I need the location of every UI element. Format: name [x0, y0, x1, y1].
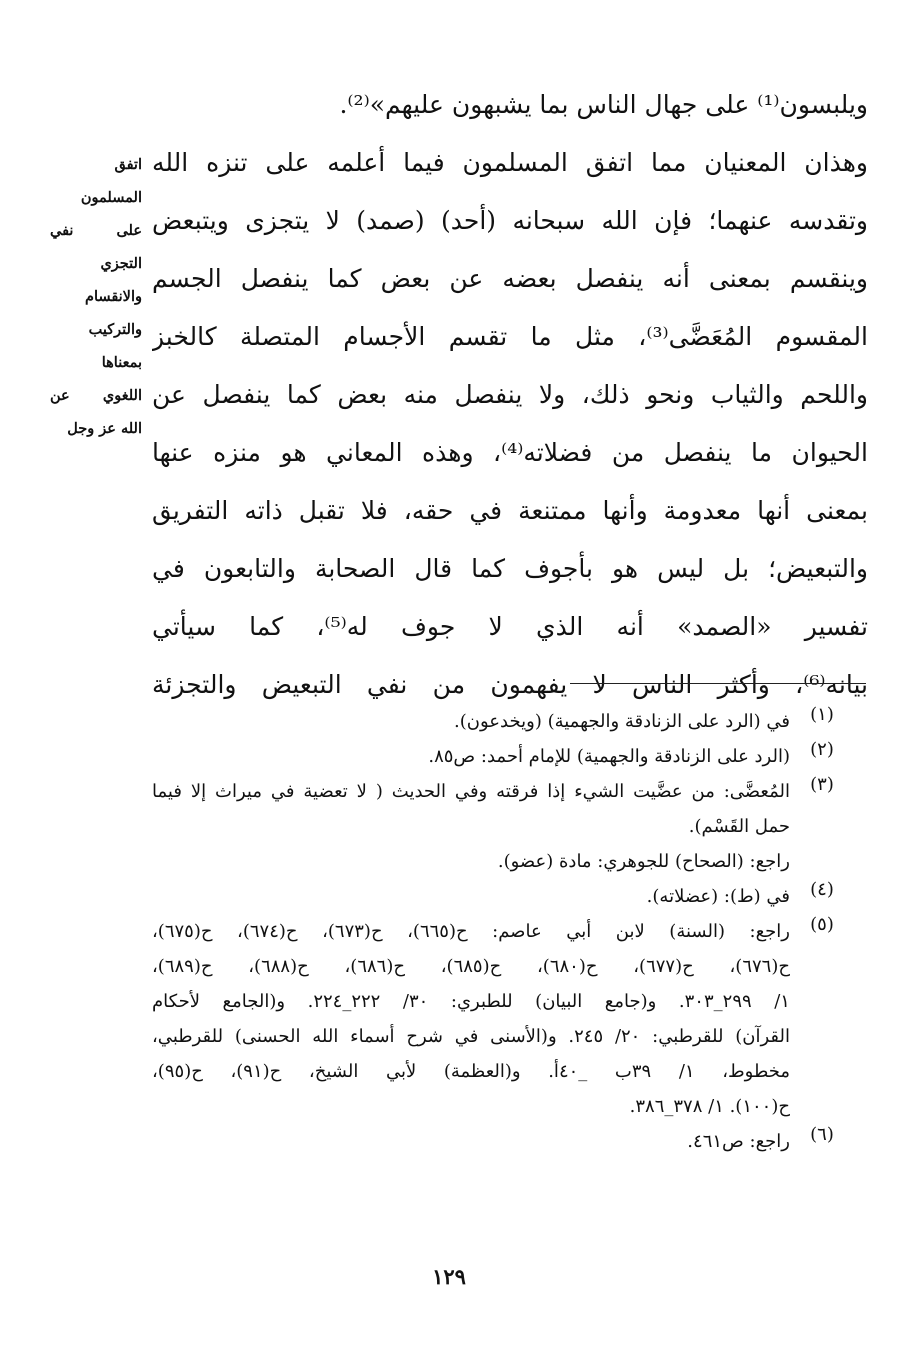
footnote-3 [152, 774, 832, 879]
footnote-separator [570, 683, 866, 684]
footnote-number: (٤) [810, 879, 834, 900]
margin-note-line: الله عز وجل [67, 420, 142, 437]
footnotes [152, 704, 832, 1159]
margin-note-line: اللغوي عن [50, 387, 142, 404]
main-text-line: وتقدسه عنهما؛ فإن الله سبحانه (أحد) (صمد) لا يتجزى ويتبعض [152, 206, 868, 235]
main-text-line: والتبعيض؛ بل ليس هو بأجوف كما قال الصحابة والتابعون في [152, 554, 868, 583]
main-text-line: الحيوان ما ينفصل من فضلاته⁽⁴⁾، وهذه المعاني هو منزه عنها [152, 438, 868, 467]
footnote-line: (الرد على الزنادقة والجهمية) للإمام أحمد: ص٨٥. [428, 746, 790, 767]
footnote-line: ح(٦٧٦)، ح(٦٧٧)، ح(٦٨٠)، ح(٦٨٥)، ح(٦٨٦)، ح(٦٨٨)، ح(٦٨٩)، [152, 956, 791, 977]
footnote-number: (٣) [810, 774, 834, 795]
main-text-line: المقسوم المُعَضَّى⁽³⁾، مثل ما تقسم الأجسام المتصلة كالخبز [152, 322, 868, 351]
footnote-line: في (الرد على الزنادقة والجهمية) (ويخدعون). [454, 711, 790, 732]
footnote-line: المُعضَّى: من عضَّيت الشيء إذا فرقته وفي الحديث ( لا تعضية في ميراث إلا فيما [152, 781, 790, 802]
main-text-line: واللحم والثياب ونحو ذلك، ولا ينفصل منه بعض كما ينفصل عن [152, 380, 868, 409]
main-text-line: تفسير «الصمد» أنه الذي لا جوف له⁽⁵⁾، كما سيأتي [152, 612, 868, 641]
page-number: ١٢٩ [432, 1264, 466, 1289]
footnote-1 [152, 704, 832, 739]
margin-note-line: والانقسام [84, 288, 142, 305]
footnote-number: (٥) [810, 914, 834, 935]
footnote-line: القرآن) للقرطبي: ٢٠/ ٢٤٥. و(الأسنى في شرح أسماء الله الحسنى) للقرطبي، [152, 1026, 790, 1047]
main-text-line: وهذان المعنيان مما اتفق المسلمون فيما أعلمه على تنزه الله [152, 148, 868, 177]
footnote-line: راجع: (الصحاح) للجوهري: مادة (عضو). [497, 851, 790, 872]
main-text-line: بيانه⁽⁶⁾، وأكثر الناس لا يفهمون من نفي التبعيض والتجزئة [152, 670, 868, 699]
footnote-line: راجع: (السنة) لابن أبي عاصم: ح(٦٦٥)، ح(٦٧٣)، ح(٦٧٤)، ح(٦٧٥)، [152, 921, 790, 942]
margin-note [50, 148, 142, 445]
margin-note-line: المسلمون [80, 189, 142, 206]
footnote-line: في (ط): (عضلاته). [646, 886, 790, 907]
footnote-line: ١/ ٢٩٩_٣٠٣. و(جامع البيان) للطبري: ٣٠/ ٢٢٢_٢٢٤. و(الجامع لأحكام [152, 991, 790, 1012]
main-text [152, 76, 868, 714]
footnote-6 [152, 1124, 832, 1159]
footnote-4 [152, 879, 832, 914]
footnote-5 [152, 914, 832, 1124]
margin-note-line: بمعناها [101, 354, 142, 371]
margin-note-line: والتركيب [88, 321, 142, 338]
footnote-number: (١) [810, 704, 834, 725]
footnote-line: مخطوط، ١/ ٣٩ب _٤٠أ. و(العظمة) لأبي الشيخ، ح(٩١)، ح(٩٥)، [152, 1061, 790, 1082]
main-text-line: ويلبسون⁽¹⁾ على جهال الناس بما يشبهون عليهم»⁽²⁾. [339, 90, 868, 119]
margin-note-line: على نفي [50, 222, 142, 239]
main-text-line: وينقسم بمعنى أنه ينفصل بعضه عن بعض كما ينفصل الجسم [152, 264, 868, 293]
footnote-line: حمل القَسْم). [688, 816, 790, 837]
footnote-line: راجع: ص٤٦١. [687, 1131, 790, 1152]
margin-note-line: اتفق [114, 156, 142, 173]
footnote-2 [152, 739, 832, 774]
margin-note-line: التجزي [100, 255, 142, 272]
footnote-number: (٦) [810, 1124, 834, 1145]
footnote-number: (٢) [810, 739, 834, 760]
footnote-line: ح(١٠٠). ١/ ٣٧٨_٣٨٦. [629, 1096, 790, 1117]
main-text-line: بمعنى أنها معدومة وأنها ممتنعة في حقه، فلا تقبل ذاته التفريق [152, 496, 868, 525]
